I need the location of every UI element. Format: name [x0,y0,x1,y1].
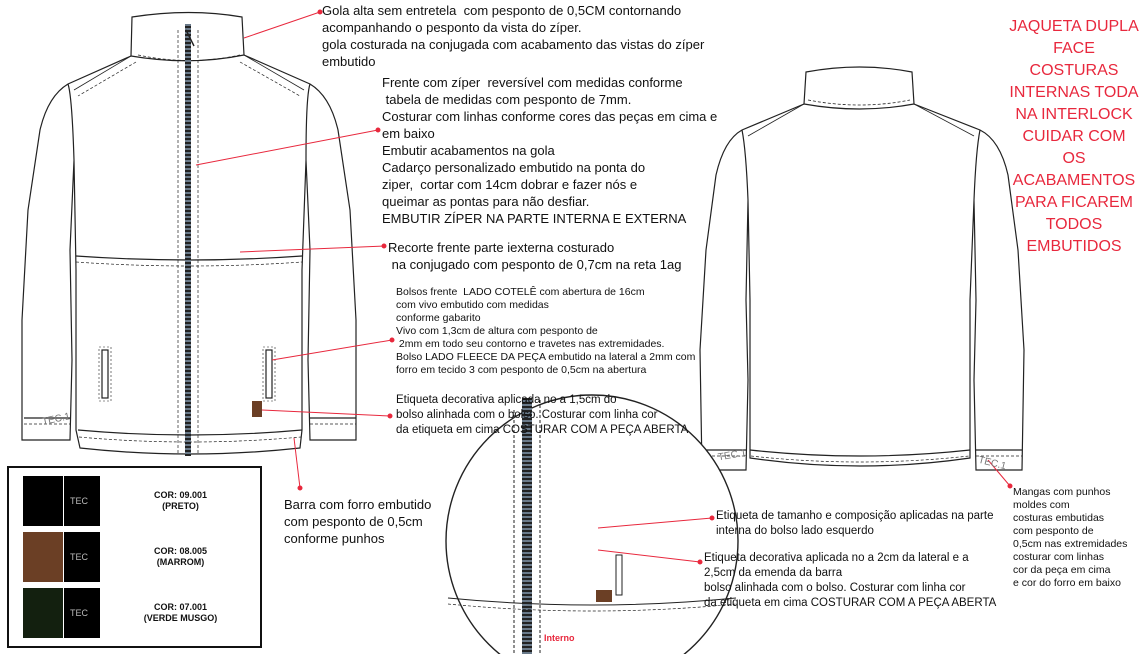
cuff-label-back-right: TEC.1 [977,454,1008,473]
note-etiqueta1: Etiqueta decorativa aplicada no a 1,5cm do bolso alinhada com o bolso. Costurar com linha cor da etiqueta em cima COSTURAR COM A PEÇA ABERTA [396,394,689,436]
swatch-label [123,546,238,568]
title-line: CUIDAR COM [1022,128,1126,145]
swatch-tec-label: TEC [70,608,88,618]
title-line: ACABAMENTOS [1012,172,1136,189]
title-line: INTERNAS TODA [1009,84,1139,101]
note-bolsos: Bolsos frente LADO COTELÊ com abertura de 16cm com vivo embutido com medidas conforme gabarito Vivo com 1,3cm de altura com pesponto de 2mm em todo seu contorno e travetes nas extremidades. Bolso LADO FLEECE DA PEÇA embutido na lateral a 2mm com forro em tecido 3 com pesponto de 0,5cm na abertura [396,286,696,376]
swatch-color [23,588,63,638]
swatch-name: (VERDE MUSGO) [143,613,218,623]
note-etiqueta2: Etiqueta decorativa aplicada no a 2cm da lateral e a 2,5cm da emenda da barra bolso alinhada com o bolso. Costurar com linha cor da etiqueta em cima COSTURAR COM A PEÇA ABERTA [704,552,997,609]
swatch-tec-label: TEC [70,552,88,562]
swatch-tec-label: TEC [70,496,88,506]
cuff-label-back: TEC.1 [717,447,748,464]
front-zipper [185,24,191,456]
title-line: JAQUETA DUPLA [1009,18,1139,35]
swatch-code: COR: 09.001 [153,490,208,500]
title-line: OS [1062,150,1086,167]
swatch-name: (MARROM) [156,557,205,567]
back-jacket-drawing [700,67,1024,470]
cuff-label-front: TEC.1 [41,411,72,428]
color-swatch-panel [7,466,262,648]
note-gola: Gola alta sem entretela com pesponto de 0,5CM contornando acompanhando o pesponto da vista do zíper. gola costurada na conjugada com acabamento das vistas do zíper embutido [322,3,705,69]
swatch-code: COR: 08.005 [153,546,208,556]
note-frente: Frente com zíper reversível com medidas conforme tabela de medidas com pesponto de 7mm. Costurar com linhas conforme cores das peças em cima e em baixo Embutir acabamentos na gola Cadarço personalizado embutido na ponta do ziper, cortar com 14cm dobrar e fazer nós e queimar as pontas para não desfiar. EMBUTIR ZÍPER NA PARTE INTERNA E EXTERNA [382,75,718,226]
swatch-code: COR: 07.001 [153,602,208,612]
swatch-row [23,476,263,528]
note-recorte: Recorte frente parte iexterna costurado na conjugado com pesponto de 0,7cm na reta 1ag [388,240,682,272]
title-red [1004,16,1144,258]
swatch-color [23,532,63,582]
title-line: PARA FICAREM [1015,194,1133,211]
title-line: NA INTERLOCK [1015,106,1133,123]
decorative-label-patch [252,401,262,417]
note-mangas: Mangas com punhos moldes com costuras embutidas com pesponto de 0,5cm nas extremidades costurar com linhas cor da peça em cima e cor do forro em baixo [1013,486,1128,589]
note-barra: Barra com forro embutido com pesponto de 0,5cm conforme punhos [284,497,432,546]
swatch-name: (PRETO) [162,501,199,511]
title-line: TODOS [1045,216,1103,233]
swatch-label [123,602,238,624]
swatch-row [23,588,263,640]
title-line: EMBUTIDOS [1026,238,1122,255]
title-line: COSTURAS [1029,62,1119,79]
swatch-color [23,476,63,526]
swatch-label [123,490,238,512]
swatch-row [23,532,263,584]
interno-label: Interno [544,633,575,643]
title-line: FACE [1053,40,1095,57]
note-etiqueta-tamanho: Etiqueta de tamanho e composição aplicadas na parte interna do bolso lado esquerdo [716,510,994,537]
